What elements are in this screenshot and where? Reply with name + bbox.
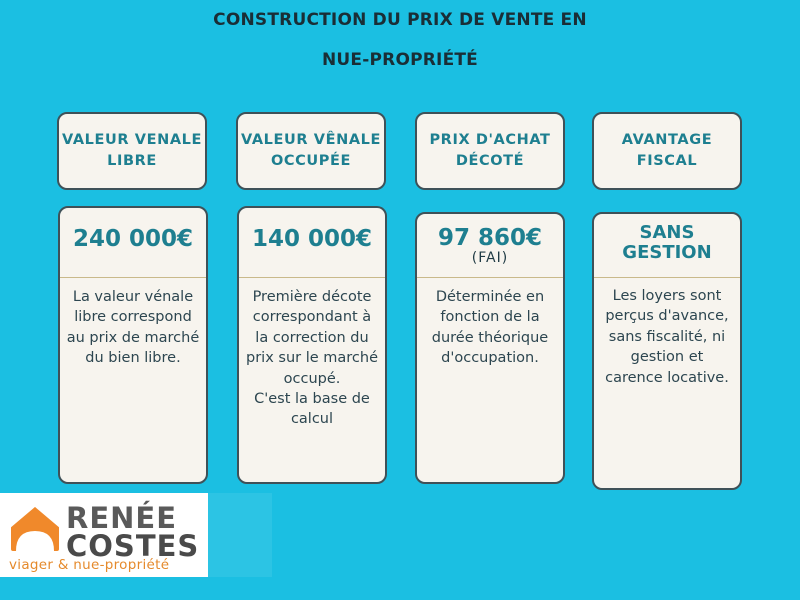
- card-divider: [417, 277, 563, 278]
- description-line: durée théorique: [431, 329, 549, 346]
- card-avantage-fiscal: [592, 212, 742, 490]
- description-line: Les loyers sont: [612, 288, 722, 304]
- description-line: prix sur le marché: [246, 350, 378, 367]
- card-valeur-venale-occupee: [237, 206, 387, 484]
- description-line: sans fiscalité, ni: [608, 328, 726, 345]
- logo-watermark: [208, 493, 272, 577]
- description-line: calcul: [290, 411, 334, 428]
- description-line: Première décote: [252, 289, 372, 305]
- description-line: La valeur vénale: [72, 289, 194, 305]
- house-icon: [8, 501, 62, 553]
- heading-line: VALEUR VÊNALE: [240, 132, 382, 148]
- description-line: libre correspond: [74, 309, 192, 326]
- logo-tagline: viager & nue-propriété: [9, 557, 170, 573]
- heading-avantage-fiscal: [592, 112, 742, 190]
- description-line: d'occupation.: [441, 350, 539, 367]
- description-line: la correction du: [255, 329, 369, 346]
- card-description: [239, 287, 385, 430]
- card-subvalue: (FAI): [471, 250, 509, 266]
- card-valeur-venale-libre: [58, 206, 208, 484]
- card-value-line: SANS: [639, 222, 695, 243]
- card-description: [60, 287, 206, 369]
- heading-prix-achat-decote: [415, 112, 565, 190]
- card-divider: [239, 277, 385, 278]
- card-description: [594, 286, 740, 388]
- card-value: 97 860€: [437, 225, 543, 251]
- heading-line: DÉCOTÉ: [455, 153, 525, 169]
- description-line: au prix de marché: [66, 329, 200, 346]
- heading-line: OCCUPÉE: [270, 153, 352, 169]
- heading-valeur-venale-occupee: [236, 112, 386, 190]
- card-divider: [60, 277, 206, 278]
- heading-line: VALEUR VENALE: [61, 132, 203, 148]
- card-value: 240 000€: [72, 226, 194, 252]
- card-description: [417, 287, 563, 369]
- page-title-line-2: NUE-PROPRIÉTÉ: [322, 50, 478, 70]
- logo-word-renee: RENÉE: [66, 501, 178, 535]
- card-prix-achat-decote: [415, 212, 565, 484]
- description-line: carence locative.: [605, 369, 729, 386]
- card-value: [594, 223, 740, 263]
- description-line: occupé.: [283, 370, 341, 387]
- logo-word-costes: COSTES: [66, 529, 200, 563]
- card-divider: [594, 277, 740, 278]
- description-line: C'est la base de: [254, 391, 370, 408]
- description-line: Déterminée en: [435, 289, 545, 305]
- heading-line: LIBRE: [107, 153, 157, 169]
- description-line: gestion et: [630, 349, 704, 366]
- description-line: perçus d'avance,: [605, 308, 729, 325]
- logo: [0, 493, 208, 577]
- heading-line: FISCAL: [636, 153, 698, 169]
- card-value-line: GESTION: [622, 242, 712, 263]
- page-title-line-1: CONSTRUCTION DU PRIX DE VENTE EN: [213, 10, 587, 30]
- description-line: correspondant à: [252, 309, 372, 326]
- heading-valeur-venale-libre: [57, 112, 207, 190]
- heading-line: PRIX D'ACHAT: [429, 132, 551, 148]
- card-value: 140 000€: [251, 226, 373, 252]
- heading-line: AVANTAGE: [621, 132, 713, 148]
- description-line: fonction de la: [440, 309, 540, 326]
- description-line: du bien libre.: [85, 350, 181, 367]
